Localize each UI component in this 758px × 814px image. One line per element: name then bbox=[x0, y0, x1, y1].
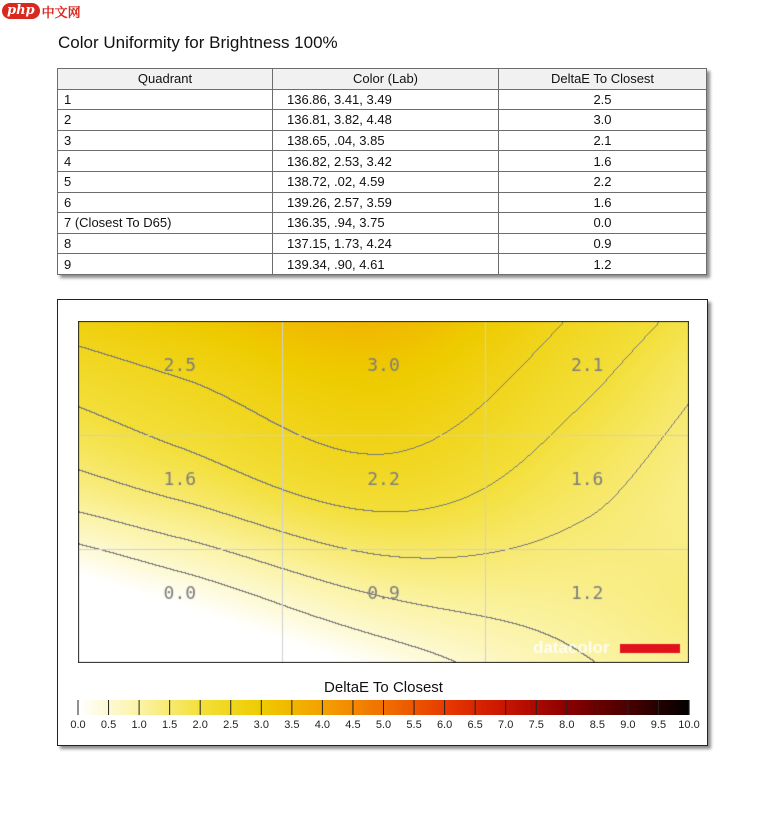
legend-tick-label: 4.5 bbox=[345, 719, 361, 731]
cell-color-lab: 138.72, .02, 4.59 bbox=[273, 171, 499, 192]
legend-tick-label: 7.0 bbox=[498, 719, 514, 731]
table-row bbox=[58, 213, 707, 234]
legend-tick-label: 8.5 bbox=[589, 719, 605, 731]
legend-tick-label: 1.5 bbox=[162, 719, 178, 731]
heatmap-panel bbox=[57, 299, 708, 746]
table-row bbox=[58, 89, 707, 110]
cell-quadrant: 9 bbox=[58, 254, 273, 275]
column-header-color-lab: Color (Lab) bbox=[273, 69, 499, 90]
cell-color-lab: 138.65, .04, 3.85 bbox=[273, 130, 499, 151]
cell-deltae: 2.2 bbox=[499, 171, 707, 192]
legend-tick-label: 9.0 bbox=[620, 719, 636, 731]
cell-quadrant: 1 bbox=[58, 89, 273, 110]
cell-color-lab: 136.82, 2.53, 3.42 bbox=[273, 151, 499, 172]
table-row bbox=[58, 171, 707, 192]
cell-quadrant: 5 bbox=[58, 171, 273, 192]
table-row bbox=[58, 110, 707, 131]
cell-color-lab: 139.34, .90, 4.61 bbox=[273, 254, 499, 275]
legend-tick-label: 0.5 bbox=[100, 719, 117, 731]
uniformity-table bbox=[57, 68, 707, 275]
legend-tick-label: 10.0 bbox=[678, 719, 700, 731]
watermark-site-text: 中文网 bbox=[41, 5, 81, 21]
cell-deltae: 1.2 bbox=[499, 254, 707, 275]
cell-color-lab: 136.35, .94, 3.75 bbox=[273, 213, 499, 234]
table-header-row bbox=[58, 69, 707, 90]
color-scale-legend bbox=[68, 698, 700, 738]
cell-color-lab: 136.86, 3.41, 3.49 bbox=[273, 89, 499, 110]
cell-color-lab: 136.81, 3.82, 4.48 bbox=[273, 110, 499, 131]
cell-deltae: 1.6 bbox=[499, 151, 707, 172]
cell-color-lab: 139.26, 2.57, 3.59 bbox=[273, 192, 499, 213]
cell-color-lab: 137.15, 1.73, 4.24 bbox=[273, 233, 499, 254]
site-watermark bbox=[2, 2, 81, 20]
table-row bbox=[58, 151, 707, 172]
legend-tick-label: 6.0 bbox=[436, 719, 453, 731]
cell-deltae: 0.0 bbox=[499, 213, 707, 234]
page-title: Color Uniformity for Brightness 100% bbox=[58, 33, 338, 52]
table-row bbox=[58, 254, 707, 275]
table-row bbox=[58, 192, 707, 213]
column-header-quadrant: Quadrant bbox=[58, 69, 273, 90]
deltae-heatmap bbox=[78, 321, 689, 663]
cell-deltae: 2.5 bbox=[499, 89, 707, 110]
legend-tick-label: 9.5 bbox=[650, 719, 667, 731]
legend-tick-label: 3.0 bbox=[253, 719, 269, 731]
legend-tick-label: 6.5 bbox=[467, 719, 483, 731]
legend-tick-label: 3.5 bbox=[284, 719, 300, 731]
legend-tick-label: 1.0 bbox=[131, 719, 147, 731]
cell-deltae: 3.0 bbox=[499, 110, 707, 131]
table-row bbox=[58, 233, 707, 254]
legend-tick-label: 4.0 bbox=[314, 719, 331, 731]
cell-quadrant: 7 (Closest To D65) bbox=[58, 213, 273, 234]
watermark-php-badge: php bbox=[2, 3, 40, 19]
cell-deltae: 2.1 bbox=[499, 130, 707, 151]
cell-deltae: 0.9 bbox=[499, 233, 707, 254]
legend-tick-label: 0.0 bbox=[70, 719, 86, 731]
legend-title: DeltaE To Closest bbox=[324, 679, 443, 696]
cell-quadrant: 8 bbox=[58, 233, 273, 254]
cell-quadrant: 6 bbox=[58, 192, 273, 213]
legend-tick-label: 5.0 bbox=[375, 719, 392, 731]
table-row bbox=[58, 130, 707, 151]
legend-tick-label: 5.5 bbox=[406, 719, 422, 731]
legend-tick-label: 8.0 bbox=[559, 719, 575, 731]
cell-deltae: 1.6 bbox=[499, 192, 707, 213]
legend-tick-label: 2.0 bbox=[192, 719, 208, 731]
column-header-deltae: DeltaE To Closest bbox=[499, 69, 707, 90]
cell-quadrant: 4 bbox=[58, 151, 273, 172]
cell-quadrant: 3 bbox=[58, 130, 273, 151]
legend-tick-label: 2.5 bbox=[223, 719, 239, 731]
legend-tick-label: 7.5 bbox=[528, 719, 544, 731]
cell-quadrant: 2 bbox=[58, 110, 273, 131]
